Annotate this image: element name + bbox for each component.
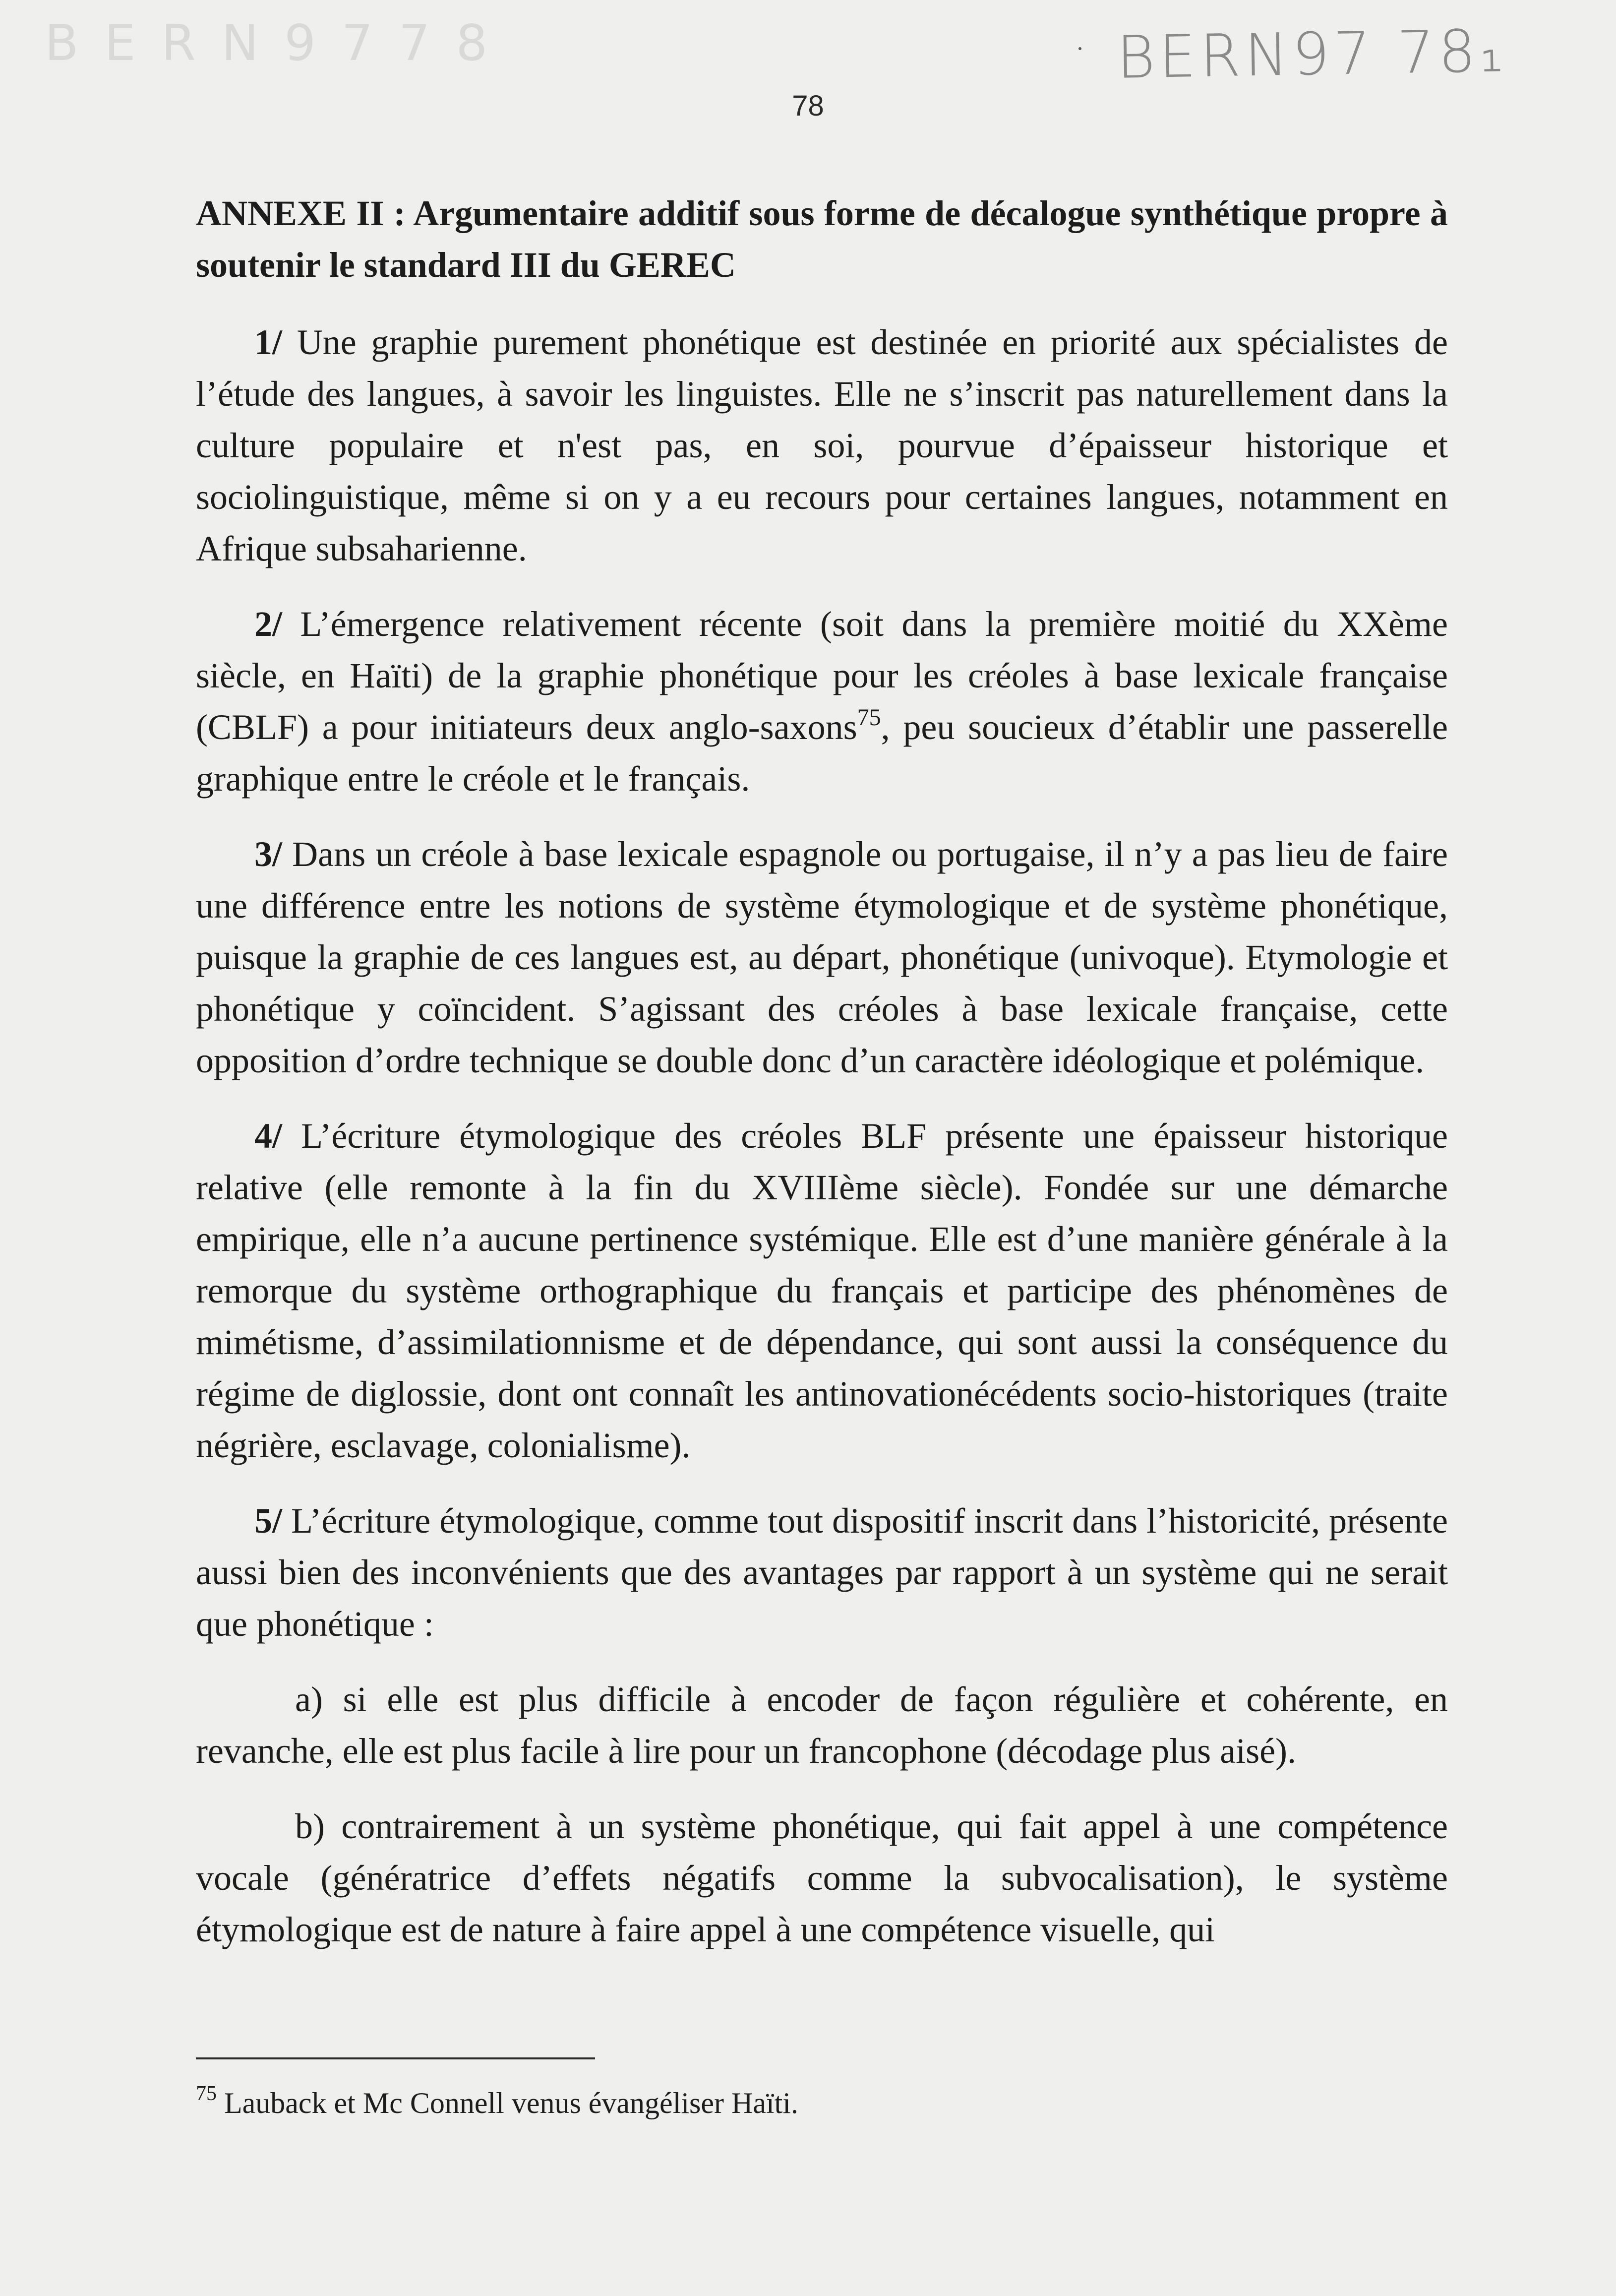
document-body [196,187,1448,1979]
paragraph-text: L’écriture étymologique des créoles BLF présente une épaisseur historique relative (elle remonte à la fin du XVIIIème siècle). Fondée sur une démarche empirique, elle n’a aucune pertinence systémique. Elle est d’une manière générale à la remorque du système orthographique du français et participe des phénomènes de mimétisme, d’assimilationnisme et de dépendance, qui sont aussi la conséquence du régime de diglossie, dont ont connaît les antinovationécédents socio-historiques (traite négrière, esclavage, colonialisme). [196,1116,1448,1465]
subitem-b: b) contrairement à un système phonétique, qui fait appel à une compétence vocale (génératrice d’effets négatifs comme la subvocalisation), le système étymologique est de nature à faire appel à une compétence visuelle, qui [196,1806,1448,1949]
subitem-a: a) si elle est plus difficile à encoder de façon régulière et cohérente, en revanche, elle est plus facile à lire pour un francophone (décodage plus aisé). [196,1679,1448,1771]
paragraph-number: 1/ [254,322,283,362]
paragraph-text: Dans un créole à base lexicale espagnole ou portugaise, il n’y a pas lieu de faire une différence entre les notions de système étymologique et de système phonétique, puisque la graphie de ces langues est, au départ, phonétique (univoque). Etymologie et phonétique y coïncident. S’agissant des créoles à base lexicale française, cette opposition d’ordre technique se double donc d’un caractère idéologique et polémique. [196,834,1448,1080]
scan-speck [1078,47,1081,50]
paragraph-3 [196,828,1448,1086]
paragraph-1 [196,316,1448,574]
paragraph-text: L’écriture étymologique, comme tout dispositif inscrit dans l’historicité, présente aussi bien des inconvénients que des avantages par rapport à un système qui ne serait que phonétique : [196,1501,1448,1644]
paragraph-number: 5/ [254,1501,283,1541]
annex-title: ANNEXE II : Argumentaire additif sous forme de décalogue synthétique propre à soutenir le standard III du GEREC [196,193,1448,285]
footnote-separator [196,2057,595,2059]
paragraph-text: Une graphie purement phonétique est destinée en priorité aux spécialistes de l’étude des langues, à savoir les linguistes. Elle ne s’inscrit pas naturellement dans la culture populaire et n'est pas, en soi, pourvue d’épaisseur historique et sociolinguistique, même si on y a eu recours pour certaines langues, notamment en Afrique subsaharienne. [196,322,1448,568]
paragraph-number: 4/ [254,1116,283,1156]
footnote-number: 75 [196,2082,217,2105]
bleed-through-marks: B E R N 9 7 7 8 [45,14,493,72]
handwritten-reference: BERN97 78₁ [1116,16,1508,92]
paragraph-number: 3/ [254,834,283,874]
paragraph-2 [196,598,1448,805]
page-number: 78 [792,90,824,122]
paragraph-5 [196,1495,1448,1650]
paragraph-4 [196,1110,1448,1471]
paragraph-number: 2/ [254,604,283,644]
paragraph-text-continued: , peu soucieux d’établir une passerelle graphique entre le créole et le français. [196,707,1448,799]
footnote [196,2083,798,2123]
paragraph-text: L’émergence relativement récente (soit dans la première moitié du XXème siècle, en Haïti) de la graphie phonétique pour les créoles à base lexicale française (CBLF) a pour initiateurs deux anglo-saxons [196,604,1448,747]
footnote-reference[interactable]: 75 [857,704,881,731]
footnote-text: Lauback et Mc Connell venus évangéliser Haïti. [224,2087,798,2119]
